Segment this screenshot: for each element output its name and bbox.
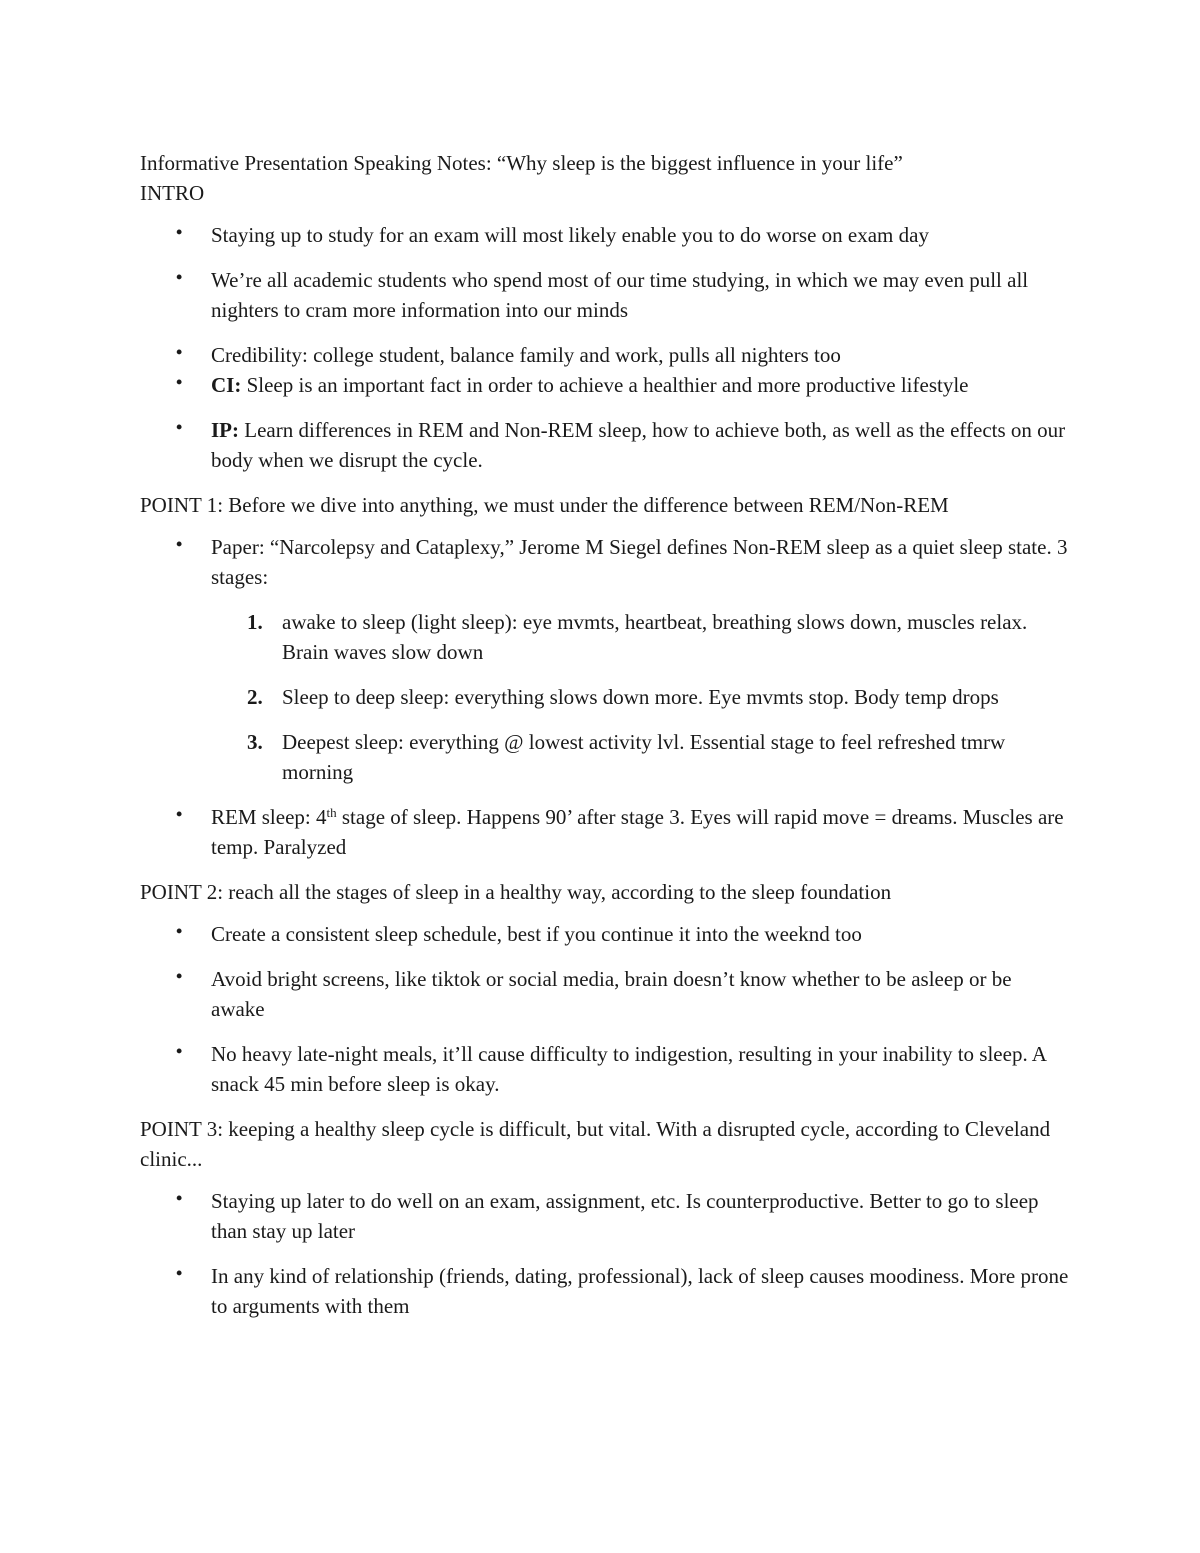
bullet-icon: •: [176, 417, 183, 437]
stage-item: [211, 727, 1070, 787]
list-item-text: We’re all academic students who spend most of our time studying, in which we may even pull all nighters to cram more information into our minds: [211, 268, 1029, 322]
bullet-icon: •: [176, 222, 183, 242]
stage-item: [211, 607, 1070, 667]
list-item: [140, 370, 1070, 400]
list-item: [140, 220, 1070, 250]
list-item: [140, 532, 1070, 787]
list-item-text: In any kind of relationship (friends, dating, professional), lack of sleep causes moodiness. More prone to arguments with them: [211, 1264, 1069, 1318]
list-item-text: Create a consistent sleep schedule, best if you continue it into the weeknd too: [211, 922, 862, 946]
stage-number: 3.: [247, 730, 263, 754]
list-item-text: Staying up to study for an exam will most likely enable you to do worse on exam day: [211, 223, 929, 247]
list-item: [140, 964, 1070, 1024]
stage-number: 2.: [247, 685, 263, 709]
stage-text: Deepest sleep: everything @ lowest activity lvl. Essential stage to feel refreshed tmrw morning: [282, 730, 1006, 784]
bullet-icon: •: [176, 1188, 183, 1208]
intro-bullet-list: [140, 220, 1070, 475]
stage-text: Sleep to deep sleep: everything slows down more. Eye mvmts stop. Body temp drops: [282, 685, 999, 709]
bullet-icon: •: [176, 267, 183, 287]
stage-number: 1.: [247, 610, 263, 634]
list-item: [140, 340, 1070, 370]
list-item-text: Credibility: college student, balance family and work, pulls all nighters too: [211, 343, 841, 367]
bullet-icon: •: [176, 921, 183, 941]
rem-text-before: REM sleep: 4: [211, 805, 327, 829]
document-page: [140, 148, 1070, 1336]
list-item: [140, 1039, 1070, 1099]
point1-heading: POINT 1: Before we dive into anything, we must under the difference between REM/Non-REM: [140, 493, 949, 517]
list-item: [140, 1186, 1070, 1246]
bullet-icon: •: [176, 372, 183, 392]
list-item: [140, 265, 1070, 325]
list-item-text: Learn differences in REM and Non-REM sleep, how to achieve both, as well as the effects on our body when we disrupt the cycle.: [211, 418, 1066, 472]
bullet-icon: •: [176, 966, 183, 986]
list-item-text: Sleep is an important fact in order to achieve a healthier and more productive lifestyle: [241, 373, 969, 397]
document-title: Informative Presentation Speaking Notes: “Why sleep is the biggest influence in your life”: [140, 151, 903, 175]
bullet-icon: •: [176, 804, 183, 824]
bullet-icon: •: [176, 1041, 183, 1061]
stage-text: awake to sleep (light sleep): eye mvmts, heartbeat, breathing slows down, muscles relax. Brain waves slow down: [282, 610, 1028, 664]
list-item: [140, 802, 1070, 862]
point2-heading: POINT 2: reach all the stages of sleep in a healthy way, according to the sleep foundation: [140, 880, 892, 904]
ci-label: CI:: [211, 373, 242, 397]
stage-item: [211, 682, 1070, 712]
list-item-text: Avoid bright screens, like tiktok or social media, brain doesn’t know whether to be asleep or be awake: [211, 967, 1012, 1021]
list-item: [140, 919, 1070, 949]
list-item: [140, 415, 1070, 475]
stages-list: [211, 607, 1070, 787]
point2-bullet-list: [140, 919, 1070, 1099]
intro-heading: INTRO: [140, 181, 205, 205]
bullet-icon: •: [176, 1263, 183, 1283]
list-item-text: Staying up later to do well on an exam, assignment, etc. Is counterproductive. Better to go to sleep than stay up later: [211, 1189, 1039, 1243]
list-item-text: No heavy late-night meals, it’ll cause difficulty to indigestion, resulting in your inability to sleep. A snack 45 min before sleep is okay.: [211, 1042, 1046, 1096]
point3-heading: POINT 3: keeping a healthy sleep cycle is difficult, but vital. With a disrupted cycle, according to Cleveland clinic...: [140, 1117, 1051, 1171]
list-item: [140, 1261, 1070, 1321]
rem-text-after: stage of sleep. Happens 90’ after stage 3. Eyes will rapid move = dreams. Muscles are temp. Paralyzed: [211, 805, 1064, 859]
point3-bullet-list: [140, 1186, 1070, 1321]
list-item-text: Paper: “Narcolepsy and Cataplexy,” Jerome M Siegel defines Non-REM sleep as a quiet sleep state. 3 stages:: [211, 535, 1068, 589]
ordinal-suffix: th: [326, 805, 337, 820]
bullet-icon: •: [176, 342, 183, 362]
ip-label: IP:: [211, 418, 239, 442]
bullet-icon: •: [176, 534, 183, 554]
point1-bullet-list: [140, 532, 1070, 862]
